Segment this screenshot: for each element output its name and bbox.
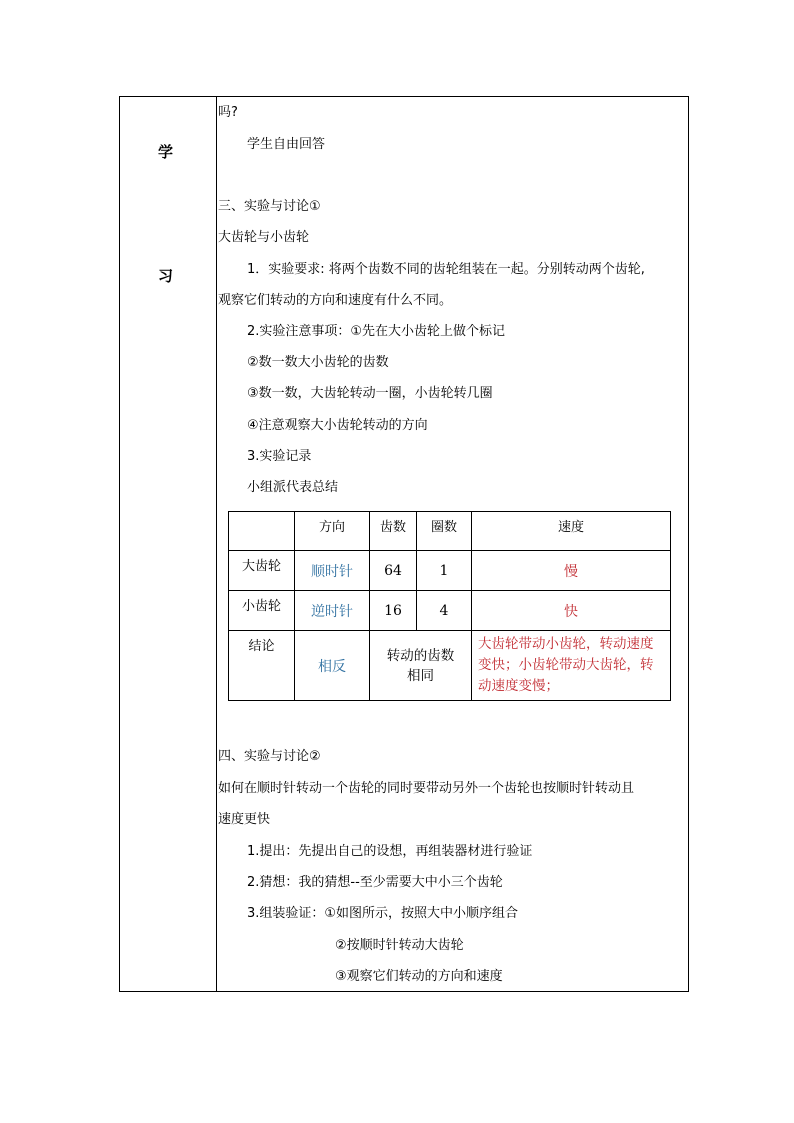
speed-conclusion-cell: 大齿轮带动小齿轮，转动速度变快；小齿轮带动大齿轮，转动速度变慢； bbox=[472, 631, 671, 701]
text-line: 观察它们转动的方向和速度有什么不同。 bbox=[218, 293, 453, 308]
text-line: ③数一数，大齿轮转动一圈，小齿轮转几圈 bbox=[247, 386, 493, 401]
direction-cell: 顺时针 bbox=[295, 551, 370, 591]
text-line: 3.实验记录 bbox=[247, 449, 312, 464]
text-line: 学生自由回答 bbox=[247, 137, 326, 152]
side-label-xi: 习 bbox=[158, 267, 174, 285]
table-header-cell: 速度 bbox=[472, 512, 671, 551]
text-line: 速度更快 bbox=[218, 812, 271, 827]
direction-cell: 逆时针 bbox=[295, 591, 370, 631]
teeth-cell: 16 bbox=[370, 591, 417, 631]
teeth-cell: 64 bbox=[370, 551, 417, 591]
row-label: 大齿轮 bbox=[229, 551, 295, 591]
table-header-row bbox=[229, 512, 671, 551]
section-heading: 三、实验与讨论① bbox=[218, 199, 321, 214]
text-line: 吗? bbox=[218, 105, 238, 120]
text-line: 小组派代表总结 bbox=[247, 480, 339, 495]
column-divider bbox=[216, 97, 217, 991]
text-line: 2.实验注意事项：①先在大小齿轮上做个标记 bbox=[247, 324, 506, 339]
turns-cell: 4 bbox=[417, 591, 472, 631]
row-label: 结论 bbox=[229, 631, 295, 701]
experiment-record-table bbox=[228, 511, 671, 701]
speed-cell: 慢 bbox=[472, 551, 671, 591]
speed-cell: 快 bbox=[472, 591, 671, 631]
table-conclusion-row bbox=[229, 631, 671, 701]
text-line: 如何在顺时针转动一个齿轮的同时要带动另外一个齿轮也按顺时针转动且 bbox=[218, 781, 635, 796]
text-line: ④注意观察大小齿轮转动的方向 bbox=[247, 418, 428, 433]
text-line: ②数一数大小齿轮的齿数 bbox=[247, 355, 389, 370]
text-line: 2.猜想：我的猜想--至少需要大中小三个齿轮 bbox=[247, 875, 503, 890]
text-line: ③观察它们转动的方向和速度 bbox=[335, 969, 503, 984]
table-header-cell: 齿数 bbox=[370, 512, 417, 551]
table-header-cell: 方向 bbox=[295, 512, 370, 551]
table-row bbox=[229, 591, 671, 631]
text-line: 1.提出：先提出自己的设想，再组装器材进行验证 bbox=[247, 844, 533, 859]
table-row bbox=[229, 551, 671, 591]
row-label: 小齿轮 bbox=[229, 591, 295, 631]
section-heading: 四、实验与讨论② bbox=[218, 749, 321, 764]
direction-cell: 相反 bbox=[295, 631, 370, 701]
turns-cell: 1 bbox=[417, 551, 472, 591]
text-line: ②按顺时针转动大齿轮 bbox=[335, 938, 464, 953]
text-line: 3.组装验证：①如图所示，按照大中小顺序组合 bbox=[247, 906, 519, 921]
table-header-cell bbox=[229, 512, 295, 551]
side-label-xue: 学 bbox=[158, 143, 174, 161]
table-header-cell: 圈数 bbox=[417, 512, 472, 551]
teeth-turns-cell: 转动的齿数相同 bbox=[370, 631, 472, 701]
text-line: 大齿轮与小齿轮 bbox=[218, 230, 310, 245]
text-line: 1．实验要求: 将两个齿数不同的齿轮组装在一起。分别转动两个齿轮, bbox=[247, 262, 645, 277]
